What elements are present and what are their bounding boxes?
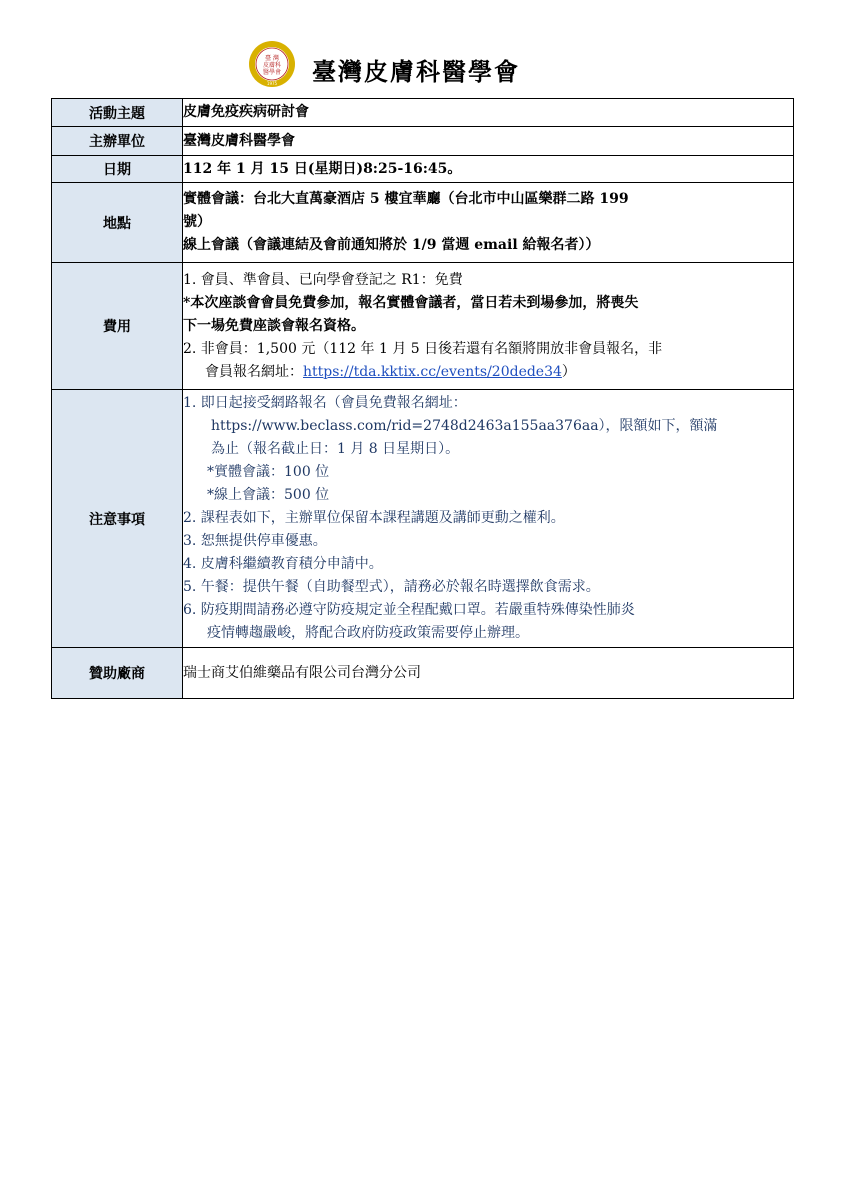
svg-text:皮膚科: 皮膚科 xyxy=(262,62,282,69)
venue-line: 號） xyxy=(183,214,211,230)
notes-value xyxy=(183,390,794,648)
fee-item: 2. 非會員：1,500 元（112 年 1 月 5 日後若還有名額將開放非會員報名，非 xyxy=(183,340,663,357)
fee-value xyxy=(183,263,794,390)
note-item: 6. 防疫期間請務必遵守防疫規定並全程配戴口罩。若嚴重特殊傳染性肺炎 xyxy=(183,602,635,618)
note-item: 2. 課程表如下，主辦單位保留本課程講題及講師更動之權利。 xyxy=(183,510,565,526)
table-row-venue xyxy=(52,183,794,263)
note-item: 5. 午餐：提供午餐（自助餐型式），請務必於報名時選擇飲食需求。 xyxy=(183,579,600,595)
page-header xyxy=(0,38,845,94)
note-item: 4. 皮膚科繼續教育積分申請中。 xyxy=(183,556,383,572)
venue-line: 線上會議（會議連結及會前通知將於 1/9 當週 email 給報名者）） xyxy=(183,237,600,253)
fee-item: 1. 會員、準會員、已向學會登記之 R1：免費 xyxy=(183,271,463,288)
svg-text:1975: 1975 xyxy=(266,81,278,86)
date-value: 112 年 1 月 15 日(星期日)8:25-16:45。 xyxy=(183,156,794,183)
nonmember-registration-link[interactable]: https://tda.kktix.cc/events/20dede34 xyxy=(303,363,562,380)
note-item: https://www.beclass.com/rid=2748d2463a155aa376aa），限額如下，額滿 xyxy=(211,418,718,434)
row-label: 贊助廠商 xyxy=(52,648,183,699)
row-label: 活動主題 xyxy=(52,99,183,127)
venue-line: 實體會議：台北大直萬豪酒店 5 樓宜華廳（台北市中山區樂群二路 199 xyxy=(183,191,629,207)
note-item: 為止（報名截止日：1 月 8 日星期日）。 xyxy=(211,441,460,457)
organizer-value: 臺灣皮膚科醫學會 xyxy=(183,127,794,156)
table-row-fee xyxy=(52,263,794,390)
sponsor-value: 瑞士商艾伯維藥品有限公司台灣分公司 xyxy=(183,648,794,699)
note-item: 3. 恕無提供停車優惠。 xyxy=(183,533,327,549)
note-item: *實體會議：100 位 xyxy=(207,464,330,480)
table-row-notes xyxy=(52,390,794,648)
event-info-table xyxy=(51,98,794,699)
association-logo xyxy=(248,40,296,88)
note-item: 疫情轉趨嚴峻，將配合政府防疫政策需要停止辦理。 xyxy=(207,625,529,641)
note-item: 1. 即日起接受網路報名（會員免費報名網址： xyxy=(183,395,467,411)
fee-item xyxy=(183,361,793,384)
table-row-organizer xyxy=(52,127,794,156)
fee-note: *本次座談會會員免費參加，報名實體會議者，當日若未到場參加，將喪失 xyxy=(183,294,639,311)
note-item: *線上會議：500 位 xyxy=(207,487,330,503)
row-label: 注意事項 xyxy=(52,390,183,648)
table-row-sponsor xyxy=(52,648,794,699)
table-row-topic xyxy=(52,99,794,127)
row-label: 主辦單位 xyxy=(52,127,183,156)
page-title: 臺灣皮膚科醫學會 xyxy=(312,57,520,86)
svg-text:醫學會: 醫學會 xyxy=(262,69,282,76)
fee-text: ） xyxy=(561,363,576,380)
row-label: 日期 xyxy=(52,156,183,183)
venue-value xyxy=(183,183,794,263)
row-label: 費用 xyxy=(52,263,183,390)
row-label: 地點 xyxy=(52,183,183,263)
fee-text: 會員報名網址： xyxy=(205,363,303,380)
fee-note: 下一場免費座談會報名資格。 xyxy=(183,317,365,334)
svg-text:臺 灣: 臺 灣 xyxy=(265,55,279,62)
table-row-date xyxy=(52,156,794,183)
topic-value: 皮膚免疫疾病研討會 xyxy=(183,99,794,127)
